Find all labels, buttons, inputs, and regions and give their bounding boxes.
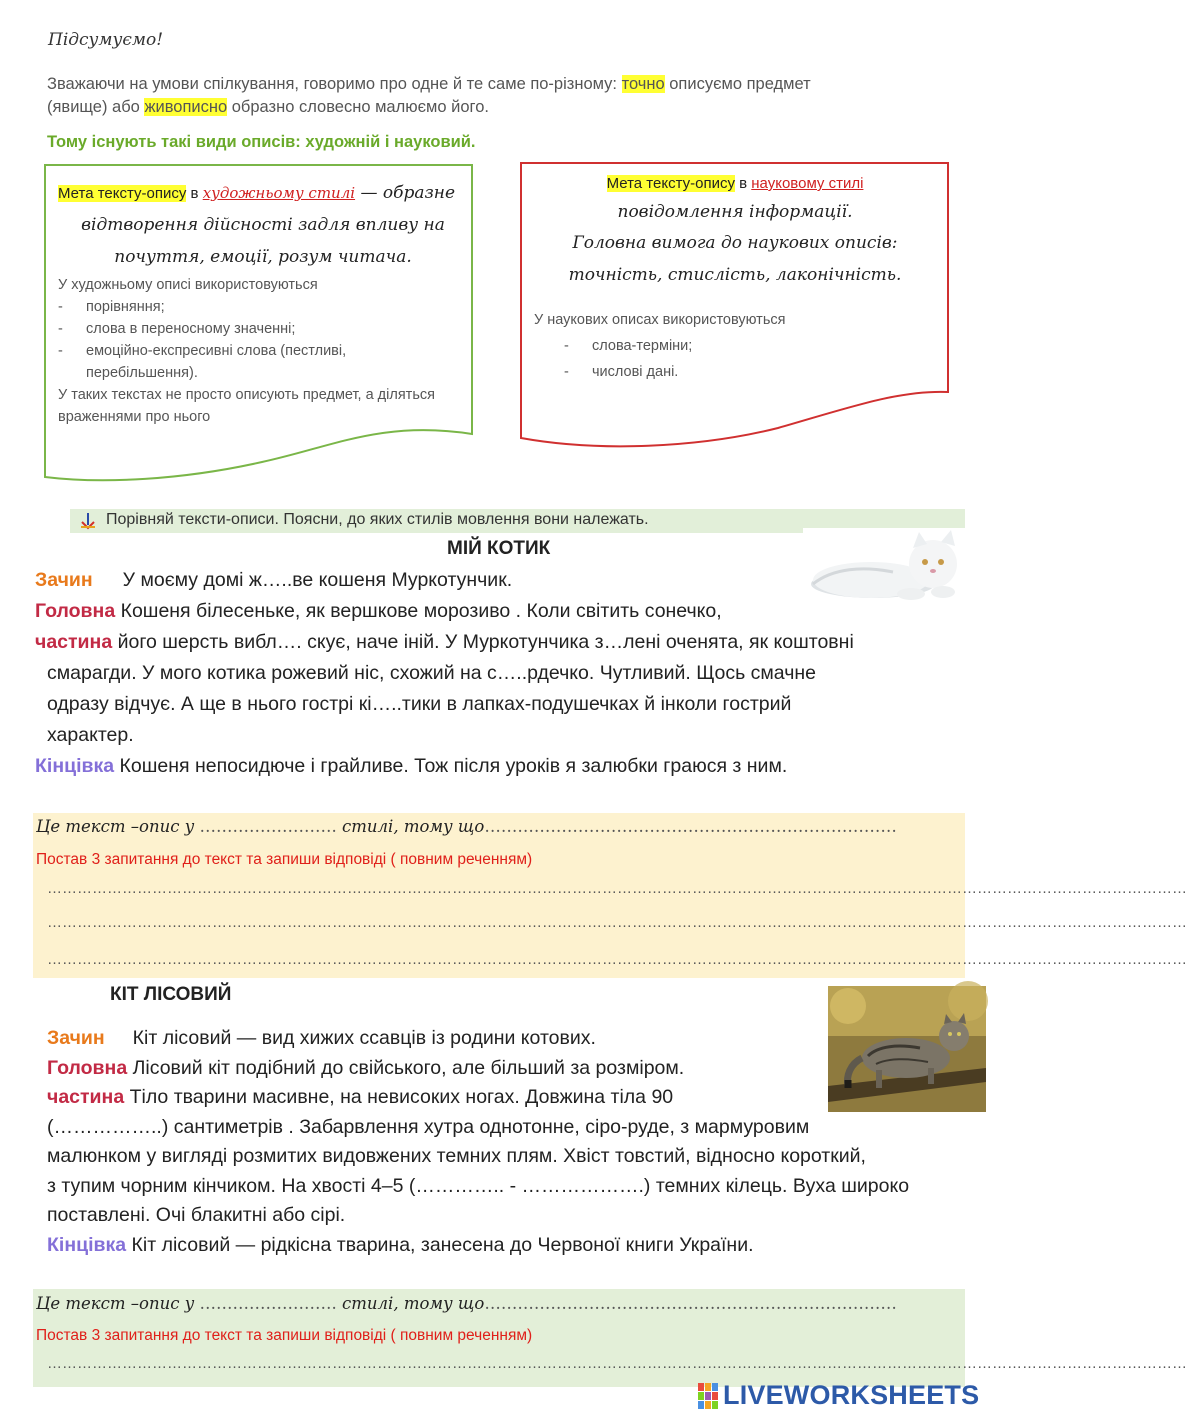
- art-style-name: художньому стилі: [202, 184, 356, 202]
- text1-body: Зачин У моєму домі ж…..ве кошеня Муркотунчик. Головна Кошеня білесеньке, як вершкове морозиво . Коли світить сонечко, частина його шерсть вибл…. скує, наче іній. У Муркотунчика з…лені оченята, як коштовні смарагди. У мого котика рожевий ніс, схожий на с…..рдечко. Чутливий. Щось смачне одразу відчує. А ще в нього гострі кі…..тики в лапках-подушечках й інколи гострий характер. Кінцівка Кошеня непосидюче і грайливе. Тож після уроків я залюбки граюся з ним.: [35, 569, 854, 777]
- art-note: У таких текстах не просто описують предмет, а діляться враженнями про нього: [58, 387, 435, 425]
- text2-title: КІТ ЛІСОВИЙ: [110, 984, 232, 1005]
- task-instruction: Порівняй тексти-описи. Поясни, до яких стилів мовлення вони належать.: [106, 511, 649, 528]
- sci-style-name: науковому стилі: [751, 175, 864, 192]
- answer2-prompt: Постав 3 запитання до текст та запиши відповіді ( повним реченням): [36, 1327, 533, 1344]
- sci-list-item: - слова-терміни;: [564, 338, 693, 354]
- brand-logo: [698, 1380, 979, 1410]
- sci-goal-label: Мета тексту-опису: [606, 175, 735, 192]
- answer1-blank-style[interactable]: …………………….: [199, 817, 337, 836]
- intro-paragraph: Зважаючи на умови спілкування, говоримо про одне й те саме по-різному: точно описуємо предмет (явище) або живописно образно словесно малюємо його.: [47, 75, 811, 116]
- label-start: Зачин: [35, 569, 93, 591]
- types-line: Тому існують такі види описів: художній і науковий.: [47, 133, 476, 151]
- sci-used-intro: У наукових описах використовуються: [534, 312, 786, 328]
- art-goal-line-2: відтворення дійсності задля впливу на: [81, 215, 445, 235]
- label-end: Кінцівка: [35, 755, 115, 777]
- text2-body: Зачин Кіт лісовий — вид хижих ссавців із родини котових. Головна Лісовий кіт подібний до свійського, але більший за розміром. частина Тіло тварини масивне, на невисоких ногах. Довжина тіла 90 (……………..) сантиметрів . Забарвлення хутра однотонне, сіро-руде, з мармуровим малюнком у вигляді розмитих видовжених темних плям. Хвіст товстий, відносно короткий, з тупим чорним кінчиком. На хвості 4–5 (………….. - ……………….) темних кілець. Вуха широко поставлені. Очі блакитні або сірі. Кінцівка Кіт лісовий — рідкісна тварина, занесена до Червоної книги України.: [47, 1027, 910, 1256]
- highlight-exact: точно: [621, 75, 665, 93]
- answer1-line-3[interactable]: …………………………………………………………………………………………………………………………………………………………………………………………………………: [47, 951, 1187, 968]
- brand-name: LIVEWORKSHEETS: [723, 1379, 980, 1410]
- answer2-style-line: Це текст –опис у ……………………. стилі, тому що…………………………………………………………………: [36, 1294, 897, 1313]
- label-main: Головна: [47, 1056, 128, 1079]
- answer1-prompt: Постав 3 запитання до текст та запиши відповіді ( повним реченням): [36, 851, 533, 868]
- answer2-blank-style[interactable]: …………………….: [199, 1294, 337, 1313]
- page-heading: Підсумуємо!: [48, 30, 164, 50]
- label-main: частина: [47, 1086, 125, 1108]
- answer2-blank-reason[interactable]: …………………………………………………………………: [484, 1294, 897, 1313]
- answer1-line-2[interactable]: …………………………………………………………………………………………………………………………………………………………………………………………………………: [47, 914, 1187, 931]
- art-list-item: - слова в переносному значенні;: [58, 321, 296, 337]
- art-list-item: - емоційно-експресивні слова (пестливі, перебільшення).: [58, 343, 347, 381]
- sci-line-1: повідомлення інформації.: [617, 202, 853, 222]
- answer1-blank-reason[interactable]: …………………………………………………………………: [484, 817, 897, 836]
- art-goal-label: Мета тексту-опису: [58, 185, 187, 202]
- sci-list-item: - числові дані.: [564, 364, 679, 380]
- sci-line-2: Головна вимога до наукових описів:: [572, 233, 898, 253]
- art-goal-line-3: почуття, емоції, розум читача.: [114, 247, 412, 267]
- label-start: Зачин: [47, 1027, 105, 1049]
- label-end: Кінцівка: [47, 1233, 127, 1256]
- text1-title: МІЙ КОТИК: [447, 538, 551, 559]
- answer1-style-line: Це текст –опис у ……………………. стилі, тому що…………………………………………………………………: [36, 817, 897, 836]
- sci-line-3: точність, стислість, лаконічність.: [568, 265, 902, 285]
- art-box: Мета тексту-опису в художньому стилі — образне відтворення дійсності задля впливу на почуття, емоції, розум читача. У художньому описі використовуються - порівняння; - слова в переносному значенні; - емоційно-експресивні слова (пестливі, перебільшення). У таких текстах не просто описують предмет, а діляться враженнями про нього: [58, 178, 468, 428]
- arrow-pin-icon: [78, 511, 98, 531]
- answer2-line-1[interactable]: …………………………………………………………………………………………………………………………………………………………………………………………………………: [47, 1355, 1187, 1372]
- brand-mark-icon: [698, 1381, 720, 1409]
- answer1-line-1[interactable]: …………………………………………………………………………………………………………………………………………………………………………………………………………: [47, 880, 1187, 897]
- art-list-item: - порівняння;: [58, 299, 165, 315]
- highlight-vivid: живописно: [144, 98, 228, 116]
- label-main: частина: [35, 631, 113, 653]
- sci-box: Мета тексту-опису в науковому стилі повідомлення інформації. Головна вимога до наукових описів: точність, стислість, лаконічність. У наукових описах використовуються - слова-терміни; - числові дані.: [530, 171, 940, 385]
- art-used-intro: У художньому описі використовуються: [58, 277, 318, 293]
- label-main: Головна: [35, 600, 116, 622]
